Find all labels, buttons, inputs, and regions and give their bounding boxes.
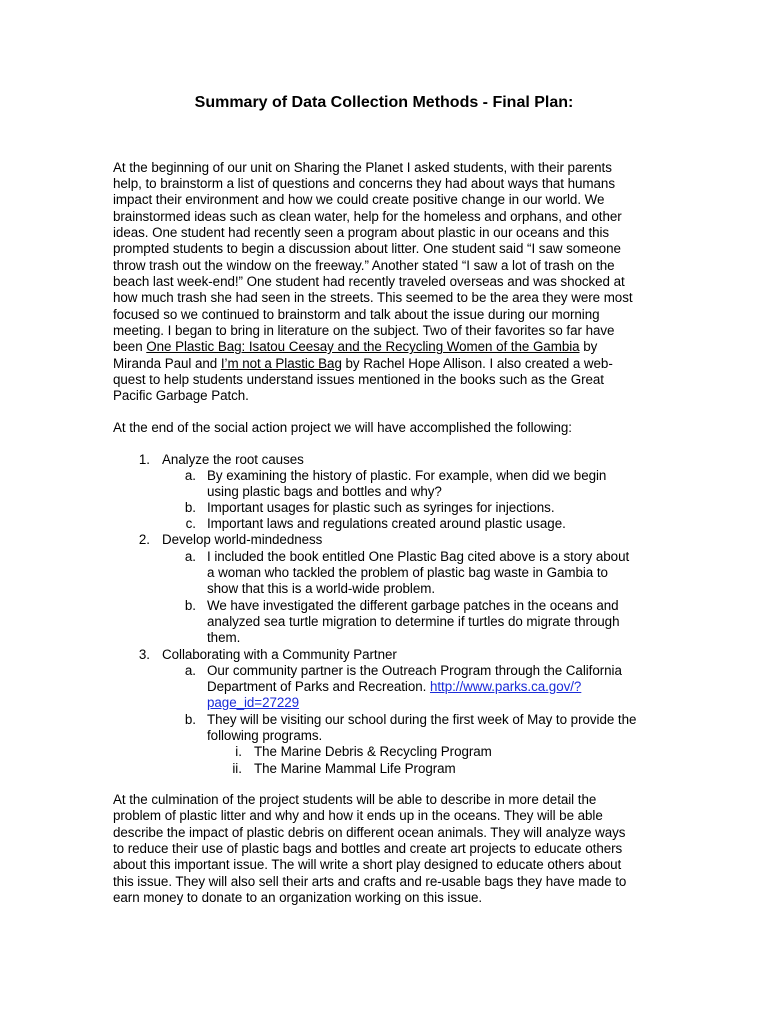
list-item: We have investigated the different garbage patches in the oceans and — [207, 598, 619, 613]
list-item: Develop world-mindedness — [162, 532, 323, 547]
list-marker: b. — [184, 712, 196, 727]
text-line: them. — [207, 630, 241, 645]
list-marker: a. — [184, 549, 196, 564]
text-line: this issue. They will also sell their arts and crafts and re-usable bags they have made to — [113, 874, 627, 889]
text-line: brainstormed ideas such as clean water, help for the homeless and orphans, and other — [113, 209, 622, 224]
text-line: show that this is a world-wide problem. — [207, 581, 436, 596]
text-fragment: by — [579, 339, 598, 354]
text-line: At the beginning of our unit on Sharing the Planet I asked students, with their parents — [113, 160, 612, 175]
text-line: beach last week-end!” One student had recently traveled overseas and was shocked at — [113, 274, 625, 289]
text-line: to reduce their use of plastic bags and bottles and create art projects to educate others — [113, 841, 623, 856]
list-marker: 3. — [138, 647, 150, 662]
text-line: Pacific Garbage Patch. — [113, 388, 249, 403]
list-item: Important laws and regulations created around plastic usage. — [207, 516, 566, 531]
list-item: I included the book entitled One Plastic Bag cited above is a story about — [207, 549, 630, 564]
list-item: By examining the history of plastic. For example, when did we begin — [207, 468, 607, 483]
text-line: analyzed sea turtle migration to determine if turtles do migrate through — [207, 614, 620, 629]
text-line: At the culmination of the project students will be able to describe in more detail the — [113, 792, 597, 807]
text-line: throw trash out the window on the freeway.” Another stated “I saw a lot of trash on the — [113, 258, 615, 273]
text-line: using plastic bags and bottles and why? — [207, 484, 442, 499]
text-line: ideas. One student had recently seen a program about plastic in our oceans and this — [113, 225, 610, 240]
list-marker: a. — [184, 468, 196, 483]
text-line: a woman who tackled the problem of plastic bag waste in Gambia to — [207, 565, 608, 580]
book-title-not-a-plastic-bag: I’m not a Plastic Bag — [220, 356, 342, 371]
list-item: The Marine Debris & Recycling Program — [254, 744, 492, 759]
text-line — [113, 339, 597, 355]
list-item: The Marine Mammal Life Program — [254, 761, 456, 776]
list-marker: ii. — [232, 761, 242, 776]
text-line: earn money to donate to an organization working on this issue. — [113, 890, 483, 905]
list-marker: 1. — [138, 452, 150, 467]
list-marker: b. — [184, 598, 196, 613]
page-title: Summary of Data Collection Methods - Final Plan: — [194, 94, 574, 111]
text-fragment: been — [113, 339, 147, 354]
text-line — [207, 679, 581, 695]
text-line: about this important issue. The will write a short play designed to educate others about — [113, 857, 622, 872]
text-line: impact their environment and how we could create positive change in our world. We — [113, 192, 605, 207]
text-line: following programs. — [207, 728, 323, 743]
list-intro-paragraph: At the end of the social action project we will have accomplished the following: — [113, 420, 572, 435]
list-marker: i. — [235, 744, 242, 759]
text-fragment: Miranda Paul and — [113, 356, 221, 371]
text-line: meeting. I began to bring in literature on the subject. Two of their favorites so far have — [113, 323, 615, 338]
text-line: how much trash she had seen in the streets. This seemed to be the area they were most — [113, 290, 633, 305]
list-item: They will be visiting our school during the first week of May to provide the — [207, 712, 637, 727]
text-line — [113, 356, 613, 372]
book-title-one-plastic-bag: One Plastic Bag: Isatou Ceesay and the Recycling Women of the Gambia — [146, 339, 580, 354]
text-line: describe the impact of plastic debris on different ocean animals. They will analyze ways — [113, 825, 626, 840]
list-marker: a. — [184, 663, 196, 678]
list-item: Collaborating with a Community Partner — [162, 647, 397, 662]
list-marker: 2. — [138, 532, 150, 547]
list-marker: b. — [184, 500, 196, 515]
text-fragment: by Rachel Hope Allison. I also created a web- — [341, 356, 613, 371]
text-line: help, to brainstorm a list of questions and concerns they had about ways that humans — [113, 176, 615, 191]
text-line: quest to help students understand issues mentioned in the books such as the Great — [113, 372, 604, 387]
text-line: prompted students to begin a discussion about litter. One student said “I saw someone — [113, 241, 621, 256]
text-line: problem of plastic litter and why and how it ends up in the oceans. They will be able — [113, 808, 603, 823]
parks-url-link-continued[interactable]: page_id=27229 — [207, 695, 300, 710]
text-fragment: Department of Parks and Recreation. — [207, 679, 430, 694]
list-item: Our community partner is the Outreach Program through the California — [207, 663, 622, 678]
text-line: focused so we continued to brainstorm and talk about the issue during our morning — [113, 307, 600, 322]
list-marker: c. — [185, 516, 196, 531]
parks-url-link[interactable]: http://www.parks.ca.gov/? — [429, 679, 582, 694]
list-item: Important usages for plastic such as syringes for injections. — [207, 500, 555, 515]
list-item: Analyze the root causes — [162, 452, 304, 467]
